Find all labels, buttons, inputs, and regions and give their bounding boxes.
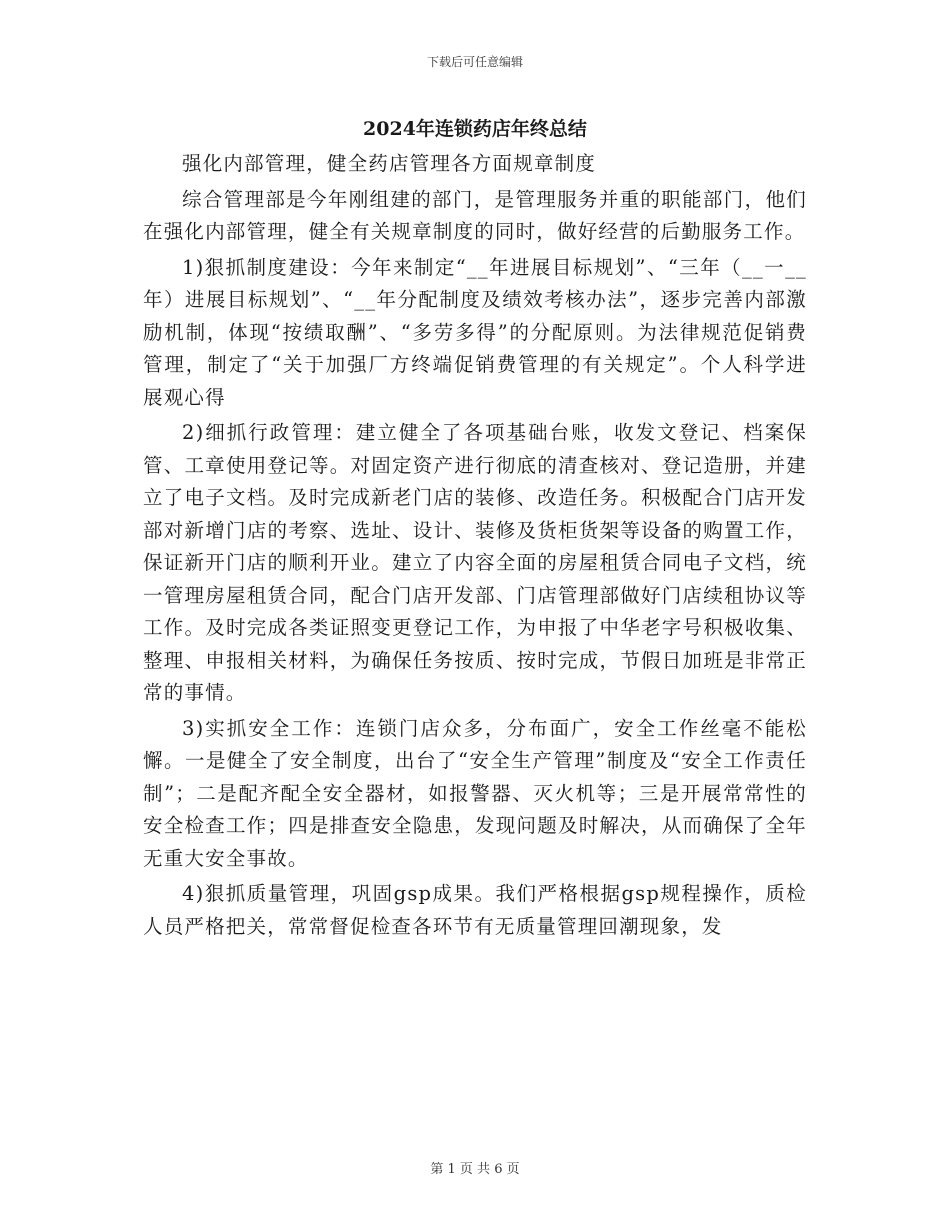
paragraph-item-1: 1)狠抓制度建设：今年来制定“__年进展目标规划”、“三年（__一__年）进展目标规划”、“__年分配制度及绩效考核办法”，逐步完善内部激励机制，体现“按绩取酬”、“多劳多得”的分配原则。为法律规范促销费管理，制定了“关于加强厂方终端促销费管理的有关规定”。个人科学进展观心得 xyxy=(143,255,807,409)
document-body xyxy=(143,148,807,943)
paragraph-section-heading: 强化内部管理，健全药店管理各方面规章制度 xyxy=(182,152,597,175)
paragraph-intro: 综合管理部是今年刚组建的部门，是管理服务并重的职能部门，他们在强化内部管理，健全有关规章制度的同时，做好经营的后勤服务工作。 xyxy=(143,187,807,243)
document-title: 2024年连锁药店年终总结 xyxy=(363,118,587,140)
page-number: 第 1 页 共 6 页 xyxy=(430,1162,520,1177)
paragraph-item-2: 2)细抓行政管理：建立健全了各项基础台账，收发文登记、档案保管、工章使用登记等。对固定资产进行彻底的清查核对、登记造册，并建立了电子文档。及时完成新老门店的装修、改造任务。积极配合门店开发部对新增门店的考察、选址、设计、装修及货柜货架等设备的购置工作，保证新开门店的顺利开业。建立了内容全面的房屋租赁合同电子文档，统一管理房屋租赁合同，配合门店开发部、门店管理部做好门店续租协议等工作。及时完成各类证照变更登记工作，为申报了中华老字号积极收集、整理、申报相关材料，为确保任务按质、按时完成，节假日加班是非常正常的事情。 xyxy=(143,421,807,704)
paragraph-item-4: 4)狠抓质量管理，巩固gsp成果。我们严格根据gsp规程操作，质检人员严格把关，常常督促检查各环节有无质量管理回潮现象，发 xyxy=(143,882,807,938)
paragraph-item-3: 3)实抓安全工作：连锁门店众多，分布面广，安全工作丝毫不能松懈。一是健全了安全制度，出台了“安全生产管理”制度及“安全工作责任制”；二是配齐配全安全器材，如报警器、灭火机等；三是开展常常性的安全检查工作；四是排查安全隐患，发现问题及时解决，从而确保了全年无重大安全事故。 xyxy=(143,716,807,870)
header-note: 下载后可任意编辑 xyxy=(426,55,523,69)
